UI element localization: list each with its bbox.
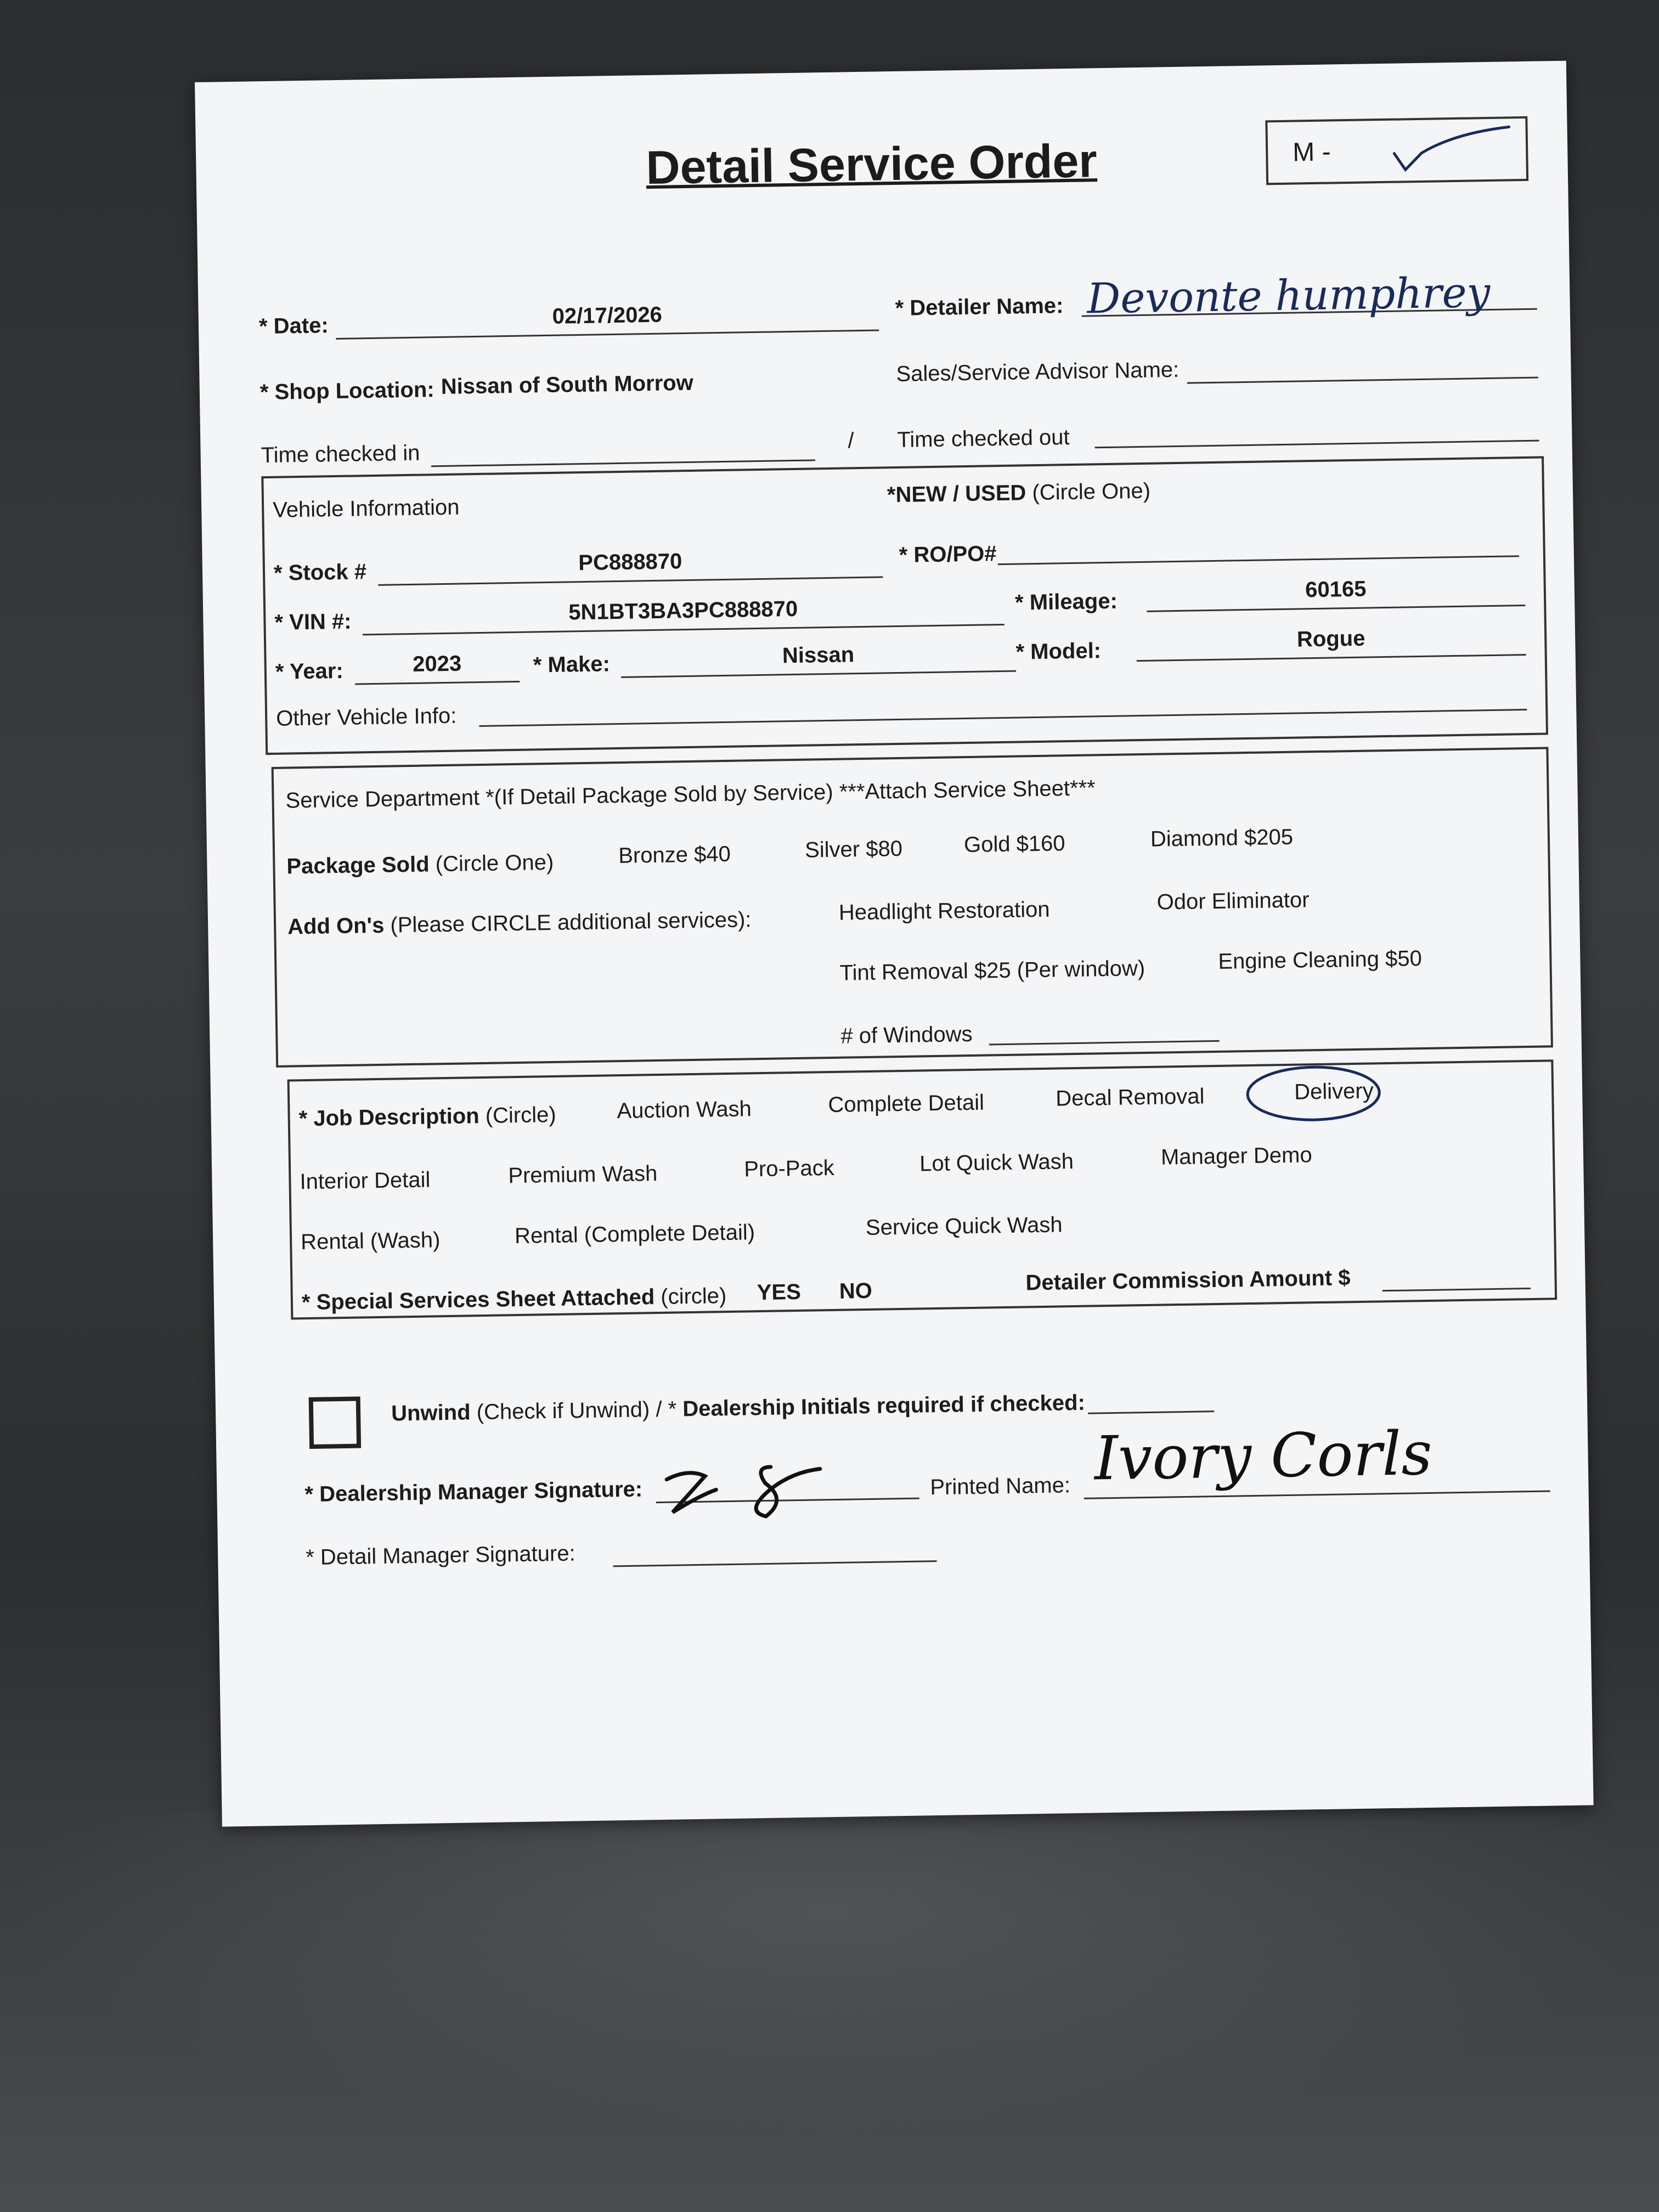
vin-label: * VIN #:	[274, 609, 352, 635]
make-value: Nissan	[782, 642, 855, 668]
package-label: Package Sold (Circle One)	[286, 850, 554, 879]
special-services-label: * Special Services Sheet Attached (circle)	[301, 1284, 727, 1315]
year-label: * Year:	[275, 658, 344, 684]
vehicle-info-label: Vehicle Information	[272, 495, 460, 522]
make-label: * Make:	[533, 652, 611, 678]
other-info-label: Other Vehicle Info:	[275, 703, 457, 731]
job-auction-wash: Auction Wash	[617, 1097, 752, 1124]
page-title: Detail Service Order	[645, 134, 1098, 195]
service-dept-header: Service Department *(If Detail Package Sold by Service) ***Attach Service Sheet***	[285, 776, 1096, 813]
mileage-label: * Mileage:	[1014, 589, 1118, 615]
unwind-label: Unwind (Check if Unwind) / * Dealership Initials required if checked:	[391, 1390, 1086, 1426]
addon-engine: Engine Cleaning $50	[1218, 946, 1423, 974]
package-silver: Silver $80	[804, 836, 903, 862]
job-premium-wash: Premium Wash	[508, 1161, 658, 1188]
advisor-line	[1187, 377, 1538, 384]
initials-line	[1088, 1410, 1214, 1414]
advisor-label: Sales/Service Advisor Name:	[896, 357, 1180, 386]
addon-tint: Tint Removal $25 (Per window)	[839, 956, 1146, 985]
time-in-line	[431, 459, 815, 467]
m-box	[1265, 116, 1528, 185]
stock-value: PC888870	[578, 549, 682, 575]
job-manager-demo: Manager Demo	[1160, 1143, 1312, 1170]
time-slash: /	[848, 428, 854, 453]
check-mark-icon	[1388, 121, 1521, 178]
commission-label: Detailer Commission Amount $	[1025, 1266, 1351, 1295]
date-label: * Date:	[258, 313, 329, 339]
time-out-line	[1095, 440, 1539, 449]
printed-name-label: Printed Name:	[930, 1473, 1071, 1500]
dm-signature-label: * Dealership Manager Signature:	[304, 1477, 643, 1507]
addon-odor: Odor Eliminator	[1156, 888, 1310, 915]
job-desc-label: * Job Description (Circle)	[298, 1102, 556, 1131]
addon-headlight: Headlight Restoration	[838, 897, 1050, 925]
addons-label: Add On's (Please CIRCLE additional services):	[287, 907, 752, 939]
job-decal-removal: Decal Removal	[1055, 1084, 1205, 1111]
service-order-sheet	[195, 61, 1594, 1827]
year-value: 2023	[412, 651, 462, 676]
stock-label: * Stock #	[273, 560, 367, 585]
vin-value: 5N1BT3BA3PC888870	[568, 596, 798, 625]
model-value: Rogue	[1296, 626, 1365, 652]
detailer-name-handwritten: Devonte humphrey	[1086, 267, 1491, 323]
job-lot-quick-wash: Lot Quick Wash	[919, 1149, 1074, 1176]
detailer-label: * Detailer Name:	[895, 294, 1064, 320]
new-used-label: *NEW / USED (Circle One)	[887, 478, 1151, 507]
delivery-circle-mark	[1242, 1057, 1385, 1130]
special-yes: YES	[757, 1279, 802, 1305]
job-interior-detail: Interior Detail	[300, 1167, 431, 1194]
job-delivery: Delivery	[1294, 1079, 1374, 1104]
floor-glare	[0, 1810, 1659, 2140]
package-diamond: Diamond $205	[1150, 825, 1294, 851]
printed-name-handwritten: Ivory Corls	[1093, 1418, 1433, 1494]
package-bronze: Bronze $40	[618, 842, 731, 868]
special-no: NO	[839, 1278, 873, 1304]
mileage-value: 60165	[1305, 577, 1367, 602]
time-out-label: Time checked out	[897, 425, 1070, 452]
shop-location-label: * Shop Location:	[259, 377, 435, 405]
windows-label: # of Windows	[840, 1022, 973, 1048]
manager-signature-image	[655, 1444, 843, 1523]
date-value: 02/17/2026	[552, 302, 663, 329]
shop-location-value: Nissan of South Morrow	[441, 370, 694, 399]
job-complete-detail: Complete Detail	[828, 1090, 985, 1118]
unwind-checkbox[interactable]	[309, 1397, 361, 1449]
job-service-quick-wash: Service Quick Wash	[865, 1212, 1063, 1240]
m-box-label: M -	[1292, 137, 1331, 167]
detail-manager-sig-label: * Detail Manager Signature:	[305, 1541, 575, 1570]
job-rental-complete: Rental (Complete Detail)	[514, 1220, 755, 1249]
time-in-label: Time checked in	[261, 441, 420, 468]
job-pro-pack: Pro-Pack	[743, 1155, 835, 1182]
detail-manager-sig-line	[613, 1560, 937, 1567]
package-gold: Gold $160	[963, 831, 1065, 857]
ro-po-label: * RO/PO#	[899, 541, 997, 567]
job-rental-wash: Rental (Wash)	[300, 1228, 441, 1255]
model-label: * Model:	[1015, 639, 1102, 664]
